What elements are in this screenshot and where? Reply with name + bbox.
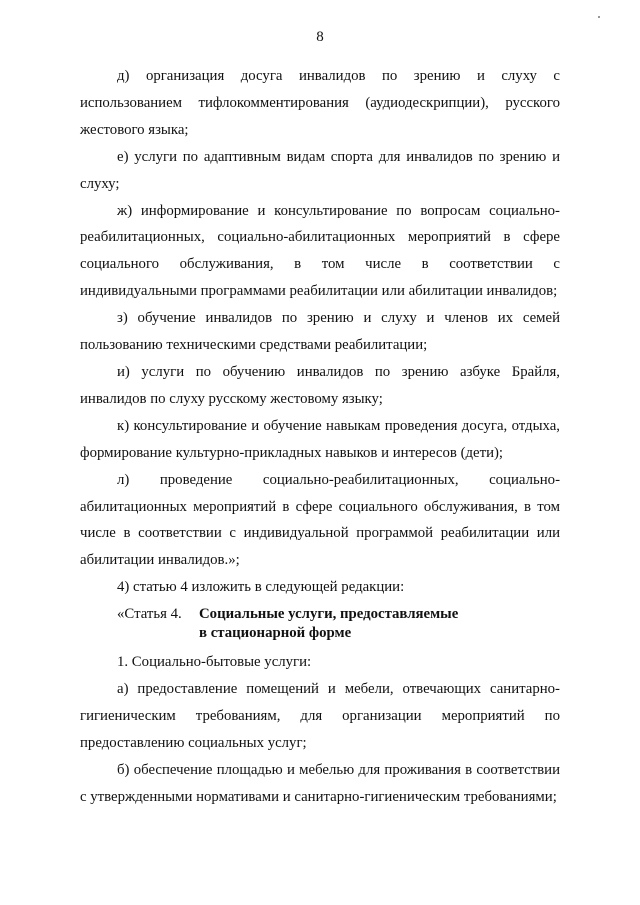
paragraph-z-training-rehab-means: з) обучение инвалидов по зрению и слуху и членов их семей пользованию техническими средствами реабилитации; (80, 310, 560, 354)
article-heading (80, 601, 560, 649)
article-title (199, 605, 458, 643)
paragraph-k-leisure-skills: к) консультирование и обучение навыкам проведения досуга, отдыха, формирование культурно-прикладных навыков и интересов (дети); (80, 417, 560, 461)
document-body (80, 63, 560, 811)
scan-speck (598, 16, 600, 18)
article-number: «Статья 4. (117, 606, 182, 623)
page-number: 8 (316, 29, 324, 45)
paragraph-e-adaptive-sport: е) услуги по адаптивным видам спорта для инвалидов по зрению и слуху; (80, 148, 560, 192)
paragraph-i-braille-sign-language: и) услуги по обучению инвалидов по зрению азбуке Брайля, инвалидов по слуху русскому жестовому языку; (80, 363, 560, 407)
paragraph-d-leisure: д) организация досуга инвалидов по зрению и слуху с использованием тифлокомментирования (аудиодескрипции), русского жестового языка; (80, 68, 560, 138)
article-title-line-2: в стационарной форме (199, 625, 352, 642)
paragraph-1-household-services: 1. Социально-бытовые услуги: (117, 654, 312, 671)
paragraph-b-living-space: б) обеспечение площадью и мебелью для проживания в соответствии с утвержденными нормативами и санитарно-гигиеническим требованиями; (80, 761, 560, 805)
paragraph-amendment-article-4: 4) статью 4 изложить в следующей редакции: (117, 579, 405, 596)
article-title-line-1: Социальные услуги, предоставляемые (199, 606, 459, 623)
paragraph-l-rehab-measures: л) проведение социально-реабилитационных, социально-абилитационных мероприятий в сфере социального обслуживания, в том числе в соответствии с индивидуальной программой реабилитации или абилитации инвалидов.»; (80, 471, 560, 569)
paragraph-zh-informing: ж) информирование и консультирование по вопросам социально-реабилитационных, социально-абилитационных мероприятий в сфере социального обслуживания, в том числе в соответствии с индивидуальными программами реабилитации или абилитации инвалидов; (80, 202, 560, 300)
paragraph-a-premises-furniture: а) предоставление помещений и мебели, отвечающих санитарно-гигиеническим требованиям, для организации мероприятий по предоставлению социальных услуг; (80, 681, 560, 751)
